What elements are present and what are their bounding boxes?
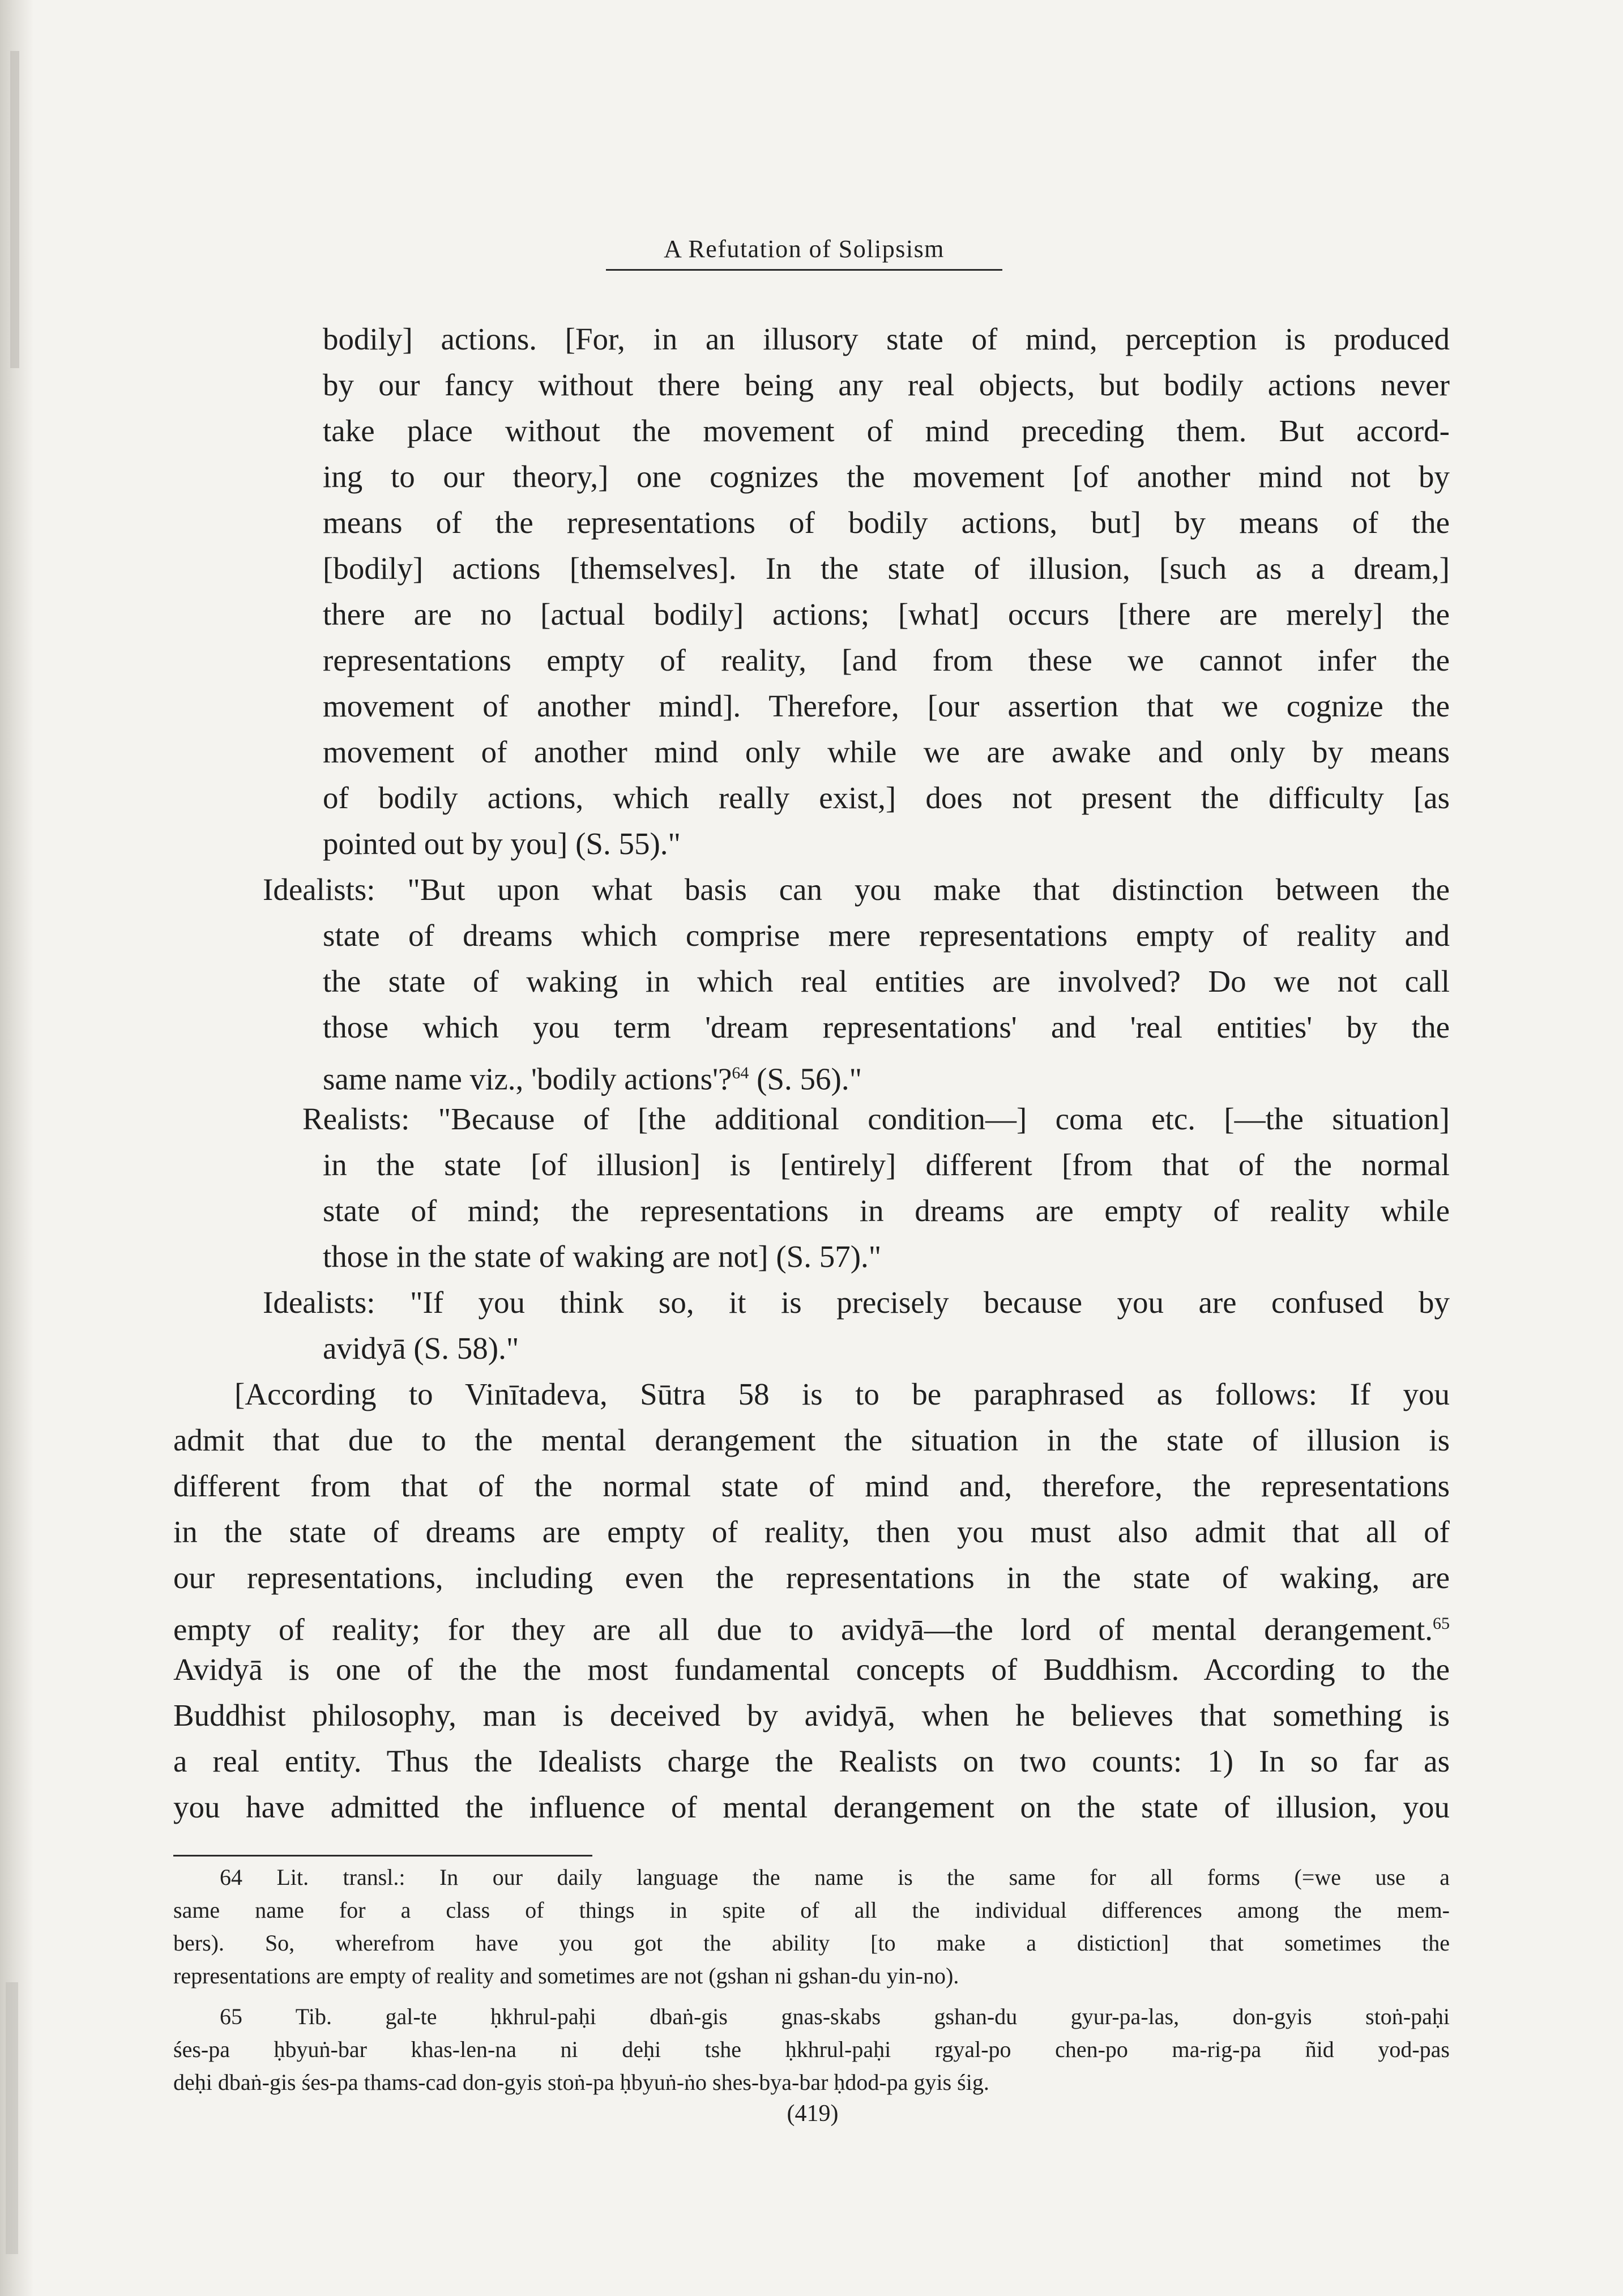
body-line: state of mind; the representations in dreams are empty of reality while — [323, 1193, 1450, 1228]
body-line-with-footnote-65 — [173, 1601, 1450, 1646]
body-line: our representations, including even the representations in the state of waking, are — [173, 1560, 1450, 1595]
footnote-ref-65: 65 — [1433, 1614, 1450, 1633]
body-line: the state of waking in which real entities are involved? Do we not call — [323, 964, 1450, 998]
paragraph-first-line: [According to Vinītadeva, Sūtra 58 is to be paraphrased as follows: If you — [234, 1377, 1450, 1411]
speaker-line-realists: Realists: "Because of [the additional condition—] coma etc. [—the situation] — [302, 1102, 1450, 1136]
body-line: state of dreams which comprise mere representations empty of reality and — [323, 918, 1450, 953]
body-line-segment: (S. 56)." — [749, 1061, 862, 1096]
page-number: (419) — [787, 2101, 839, 2127]
body-line: those which you term 'dream representations' and 'real entities' by the — [323, 1010, 1450, 1044]
body-line-segment: same name viz., 'bodily actions'? — [323, 1061, 732, 1096]
body-line: of bodily actions, which really exist,] does not present the difficulty [as — [323, 780, 1450, 815]
footnote-65-line: 65 Tib. gal-te ḥkhrul-paḥi dbaṅ-gis gnas-skabs gshan-du gyur-pa-las, don-gyis stoṅ-paḥi — [220, 2004, 1450, 2029]
footnote-64-line: bers). So, wherefrom have you got the ability [to make a distiction] that sometimes the — [173, 1930, 1450, 1956]
body-line: there are no [actual bodily] actions; [what] occurs [there are merely] the — [323, 597, 1450, 631]
footnote-ref-64: 64 — [732, 1064, 749, 1082]
body-line: ing to our theory,] one cognizes the movement [of another mind not by — [323, 459, 1450, 494]
body-line: take place without the movement of mind preceding them. But accord- — [323, 413, 1450, 448]
body-line: [bodily] actions [themselves]. In the state of illusion, [such as a dream,] — [323, 551, 1450, 586]
body-line: representations empty of reality, [and from these we cannot infer the — [323, 643, 1450, 677]
scan-edge-mark-bottom — [6, 1982, 18, 2254]
body-line: by our fancy without there being any real objects, but bodily actions never — [323, 368, 1450, 402]
footnote-65-line: śes-pa ḥbyuṅ-bar khas-len-na ni deḥi tshe ḥkhrul-paḥi rgyal-po chen-po ma-rig-pa ñid yod-pas — [173, 2037, 1450, 2062]
body-line: in the state of dreams are empty of reality, then you must also admit that all of — [173, 1514, 1450, 1549]
speaker-line-idealists: Idealists: "If you think so, it is precisely because you are confused by — [263, 1285, 1450, 1320]
body-line: pointed out by you] (S. 55)." — [323, 826, 681, 861]
body-line-with-footnote-64 — [323, 1050, 1450, 1096]
footnote-64-line: same name for a class of things in spite of all the individual differences among the mem- — [173, 1897, 1450, 1923]
body-line-segment: empty of reality; for they are all due to avidyā—the lord of mental derangement. — [173, 1612, 1433, 1647]
footnote-64-line: representations are empty of reality and sometimes are not (gshan ni gshan-du yin-no). — [173, 1963, 959, 1988]
body-line: Buddhist philosophy, man is deceived by avidyā, when he believes that something is — [173, 1698, 1450, 1732]
body-line: a real entity. Thus the Idealists charge the Realists on two counts: 1) In so far as — [173, 1744, 1450, 1778]
footnotes — [173, 1861, 1450, 2099]
body-line: bodily] actions. [For, in an illusory state of mind, perception is produced — [323, 322, 1450, 356]
body-line: in the state [of illusion] is [entirely] different [from that of the normal — [323, 1147, 1450, 1182]
body-line: avidyā (S. 58)." — [323, 1331, 519, 1365]
speaker-line-idealists: Idealists: "But upon what basis can you make that distinction between the — [263, 872, 1450, 907]
body-text — [173, 316, 1450, 1830]
body-line: different from that of the normal state of mind and, therefore, the representations — [173, 1469, 1450, 1503]
body-line: Avidyā is one of the the most fundamental concepts of Buddhism. According to the — [173, 1652, 1450, 1687]
footnote-65-line: deḥi dbaṅ-gis śes-pa thams-cad don-gyis stoṅ-pa ḥbyuṅ-ṅo shes-bya-bar ḥdod-pa gyis śig. — [173, 2069, 989, 2095]
scan-edge-mark-top — [10, 51, 19, 368]
running-head: A Refutation of Solipsism — [606, 234, 1002, 271]
footnote-64-line: 64 Lit. transl.: In our daily language the name is the same for all forms (=we use a — [220, 1864, 1450, 1890]
body-line: you have admitted the influence of mental derangement on the state of illusion, you — [173, 1790, 1450, 1824]
footnote-rule — [173, 1855, 592, 1857]
body-line: movement of another mind]. Therefore, [our assertion that we cognize the — [323, 689, 1450, 723]
footnote-gap — [173, 1992, 1450, 2000]
body-line: movement of another mind only while we are awake and only by means — [323, 735, 1450, 769]
body-line: means of the representations of bodily actions, but] by means of the — [323, 505, 1450, 540]
body-line: admit that due to the mental derangement the situation in the state of illusion is — [173, 1423, 1450, 1457]
body-line: those in the state of waking are not] (S. 57)." — [323, 1239, 882, 1274]
